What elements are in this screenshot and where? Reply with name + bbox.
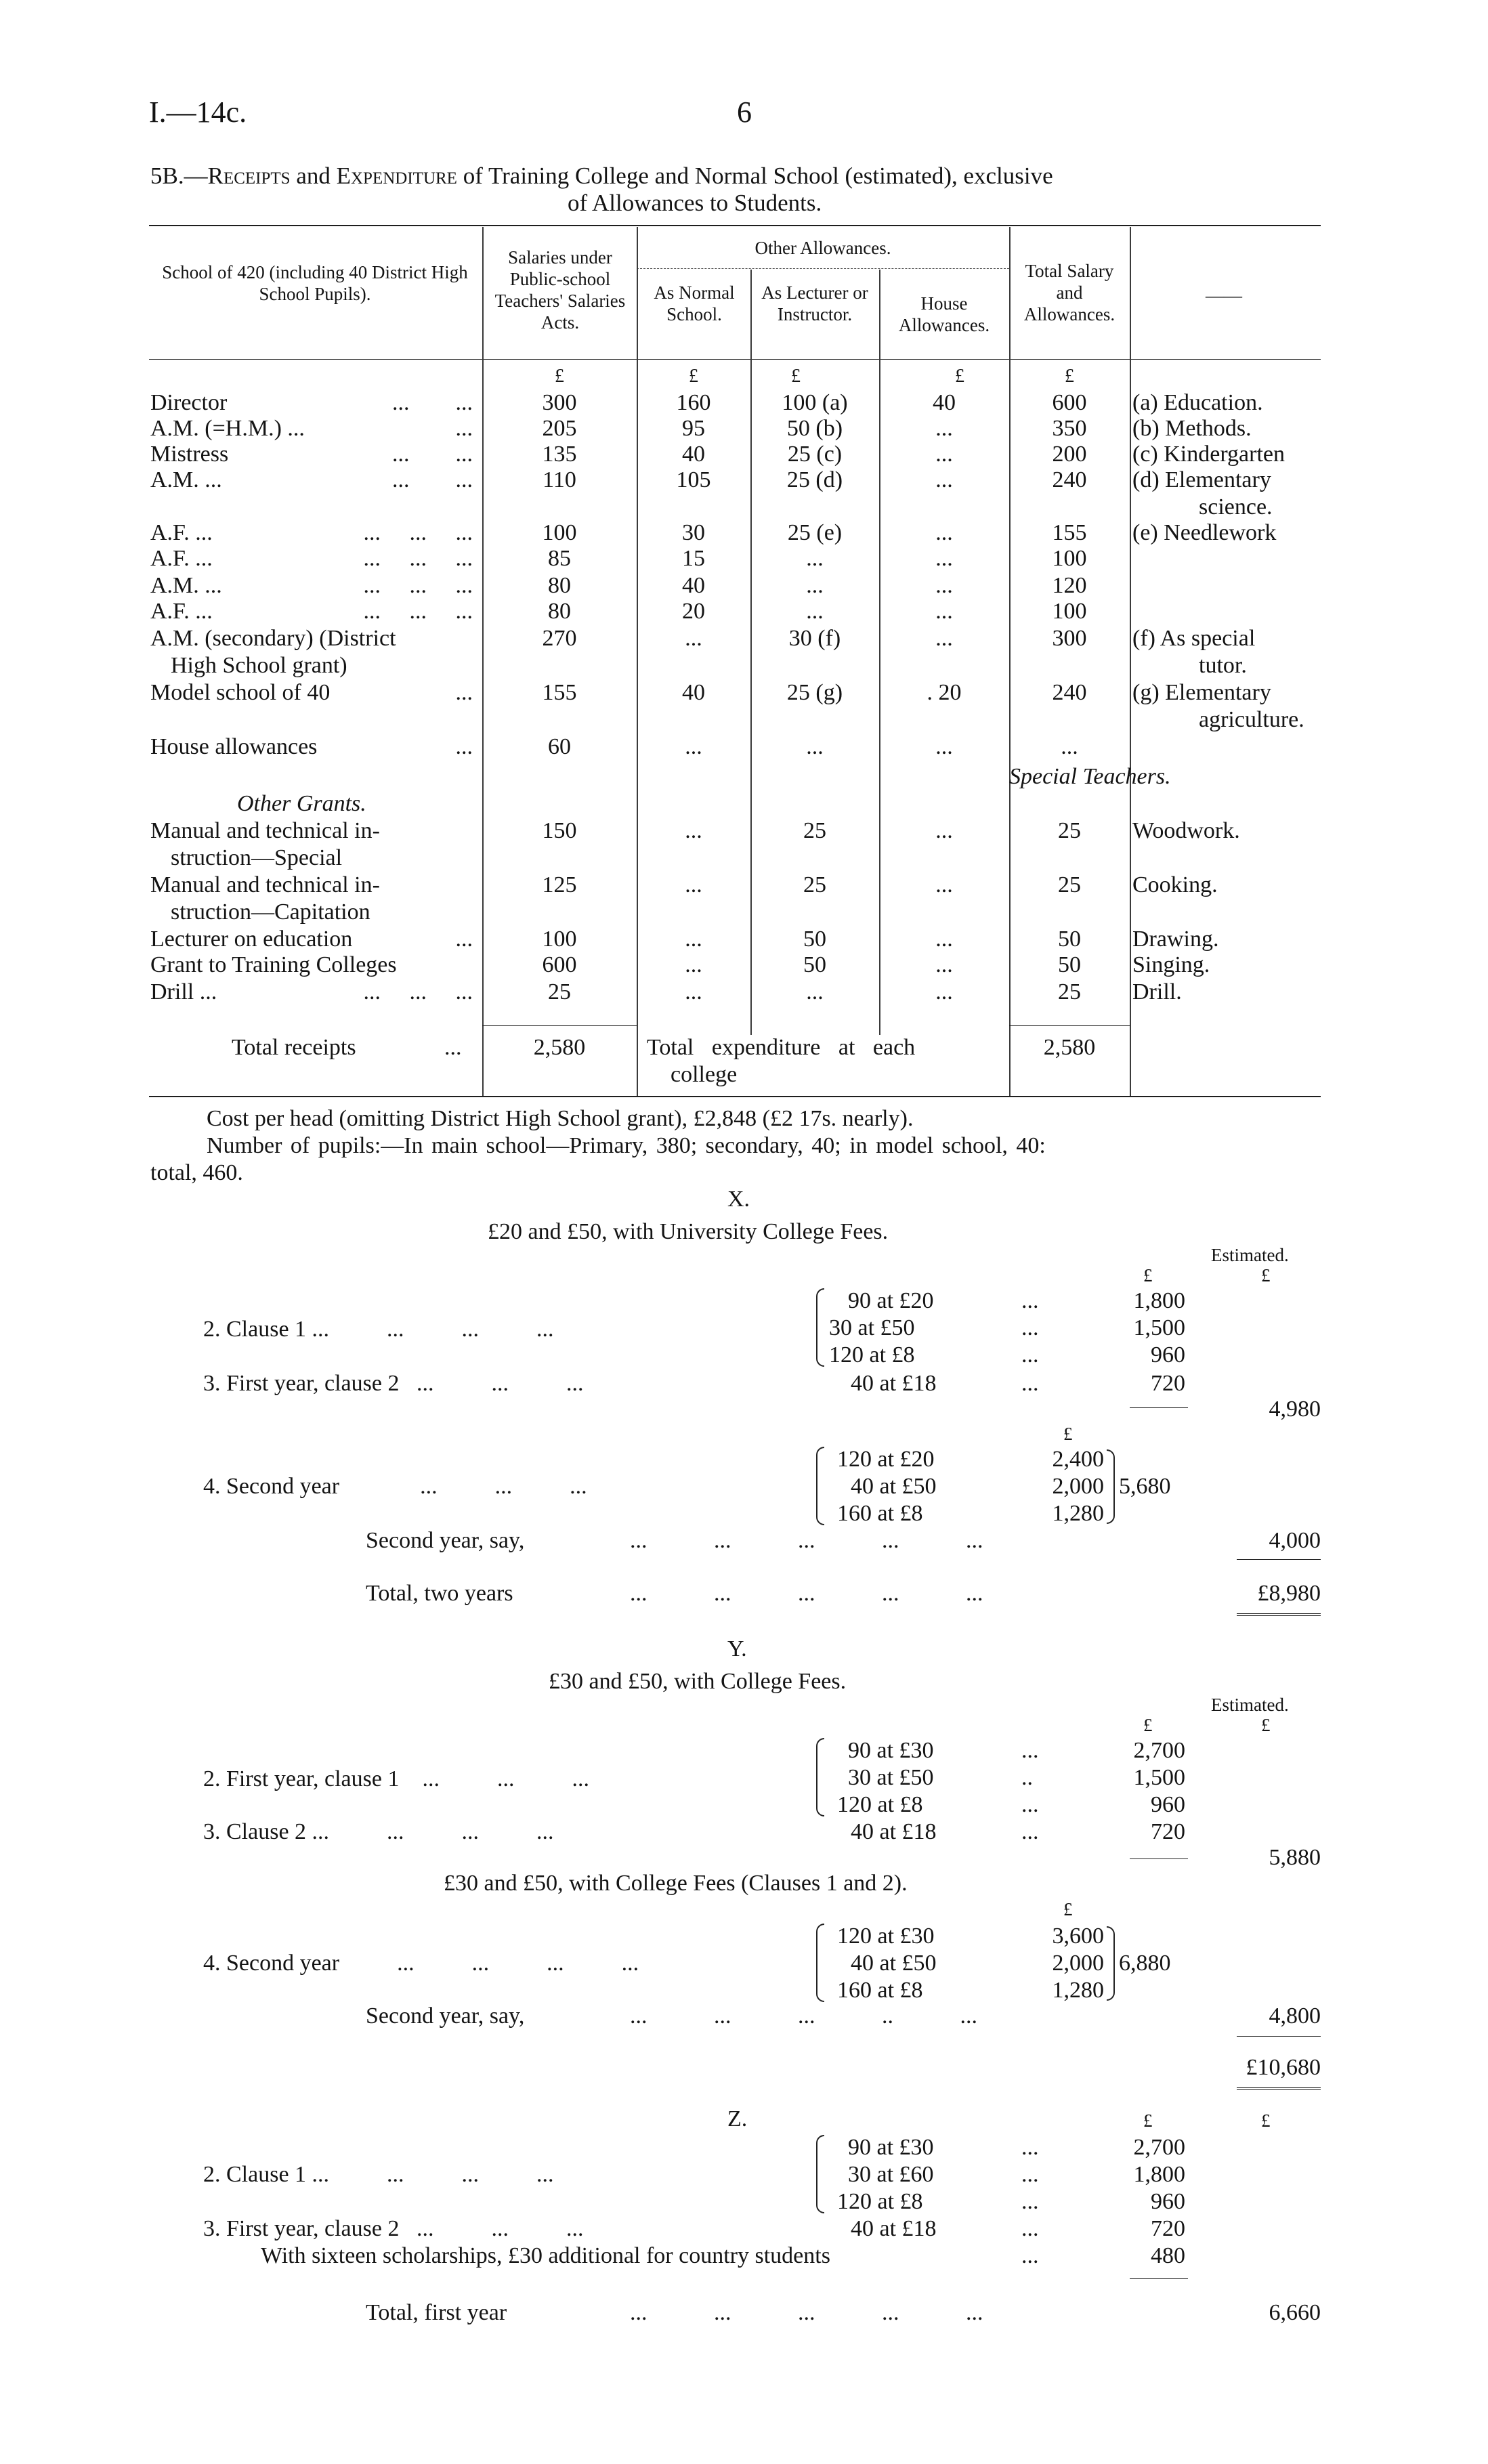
row-label: A.M. ... bbox=[150, 573, 222, 598]
currency-total: £ bbox=[1065, 366, 1074, 387]
title-expenditure: Expenditure bbox=[336, 163, 457, 189]
row-salary: 85 bbox=[548, 546, 571, 571]
special-teachers-label: Special Teachers. bbox=[1009, 764, 1171, 789]
x-total-label: Total, two years bbox=[366, 1581, 513, 1606]
z-dots-5: ... bbox=[1021, 2243, 1039, 2268]
row-total: 240 bbox=[1052, 680, 1087, 705]
row-house: ... bbox=[935, 442, 953, 467]
z-scholar-val: 480 bbox=[1151, 2243, 1185, 2268]
section-y-subtitle-2: £30 and £50, with College Fees (Clauses 1 and 2). bbox=[444, 1871, 908, 1896]
x-c1-val-1: 1,500 bbox=[1133, 1315, 1185, 1340]
other-allowances-rule bbox=[637, 268, 1009, 269]
z-c2-item: 40 at £18 bbox=[851, 2216, 937, 2241]
row-label: Manual and technical in- bbox=[150, 872, 380, 897]
x-say-dots: ... ... ... ... ... bbox=[630, 1528, 983, 1553]
row-label: Grant to Training Colleges bbox=[150, 952, 397, 977]
row-lecturer: 25 (c) bbox=[787, 442, 843, 467]
y-s-val-2: 1,280 bbox=[1052, 1978, 1104, 2003]
y-s-sum: 6,880 bbox=[1119, 1951, 1171, 1976]
table-bottom-rule bbox=[149, 1096, 1321, 1097]
row-note: Drawing. bbox=[1132, 927, 1219, 952]
row-dots: ... bbox=[455, 927, 473, 952]
title-rest: of Training College and Normal School (estimated), exclusive bbox=[463, 163, 1053, 189]
row-house: ... bbox=[935, 546, 953, 571]
row-lecturer: 25 bbox=[803, 872, 826, 897]
y-subtotal-rule bbox=[1130, 1858, 1188, 1859]
currency-house: £ bbox=[955, 366, 964, 387]
section-y-brace-1 bbox=[816, 1738, 824, 1817]
y-dots-3: ... bbox=[1021, 1792, 1039, 1817]
row-note: (d) Elementary bbox=[1132, 467, 1271, 492]
row-dots: ... ... bbox=[392, 390, 473, 415]
section-x-estimated: Estimated. bbox=[1211, 1245, 1289, 1265]
y-second-say: Second year, say, bbox=[366, 2003, 525, 2028]
total-receipts-value: 2,580 bbox=[533, 1035, 586, 1060]
y-c2-item: 40 at £18 bbox=[851, 1819, 937, 1844]
row-note-2: tutor. bbox=[1199, 653, 1247, 678]
row-lecturer: 30 (f) bbox=[788, 626, 841, 651]
x-c1-item-1: 30 at £50 bbox=[829, 1315, 915, 1340]
row-house: ... bbox=[935, 872, 953, 897]
currency-lecturer: £ bbox=[791, 366, 801, 387]
section-z-letter: Z. bbox=[727, 2106, 748, 2131]
row-lecturer: ... bbox=[806, 599, 824, 624]
row-house: ... bbox=[935, 626, 953, 651]
row-normal-school: 95 bbox=[682, 416, 705, 441]
z-dots-4: ... bbox=[1021, 2216, 1039, 2241]
row-total: 25 bbox=[1058, 979, 1081, 1004]
row-salary: 150 bbox=[542, 818, 577, 843]
section-y-brace-2 bbox=[816, 1924, 824, 2002]
total-rule-left bbox=[482, 1025, 637, 1026]
z-subtotal-rule bbox=[1130, 2278, 1188, 2279]
x-c1-val-0: 1,800 bbox=[1133, 1288, 1185, 1313]
section-x-subtitle: £20 and £50, with University College Fees. bbox=[488, 1219, 889, 1244]
row-house: ... bbox=[935, 818, 953, 843]
y-second-pound: £ bbox=[1063, 1899, 1073, 1919]
other-grants-label: Other Grants. bbox=[237, 791, 366, 816]
row-normal-school: 15 bbox=[682, 546, 705, 571]
row-normal-school: 160 bbox=[676, 390, 711, 415]
y-s-val-0: 3,600 bbox=[1052, 1924, 1104, 1949]
y-say-val: 4,800 bbox=[1269, 2003, 1321, 2028]
row-house: ... bbox=[935, 599, 953, 624]
row-total: 50 bbox=[1058, 952, 1081, 977]
section-y-letter: Y. bbox=[727, 1636, 747, 1661]
row-label: Drill ... bbox=[150, 979, 217, 1004]
z-c1-val-2: 960 bbox=[1151, 2189, 1185, 2214]
x-c2-val: 720 bbox=[1151, 1371, 1185, 1396]
row-total: 25 bbox=[1058, 872, 1081, 897]
z-scholarships: With sixteen scholarships, £30 additional for country students bbox=[261, 2243, 830, 2268]
row-salary: 600 bbox=[542, 952, 577, 977]
row-total: 100 bbox=[1052, 546, 1087, 571]
section-x-pound-2: £ bbox=[1261, 1265, 1271, 1286]
row-salary: 100 bbox=[542, 927, 577, 952]
section-x-pound-1: £ bbox=[1143, 1265, 1153, 1286]
section-y-pound-2: £ bbox=[1261, 1715, 1271, 1735]
y-s-item-1: 40 at £50 bbox=[851, 1951, 937, 1976]
row-normal-school: 40 bbox=[682, 573, 705, 598]
row-house: ... bbox=[935, 467, 953, 492]
row-house: ... bbox=[935, 734, 953, 759]
row-normal-school: ... bbox=[685, 626, 702, 651]
row-note: (f) As special bbox=[1132, 626, 1256, 651]
row-label: A.F. ... bbox=[150, 599, 213, 624]
number-of-pupils-2: total, 460. bbox=[150, 1160, 243, 1185]
col-rule-4 bbox=[879, 270, 880, 1035]
section-title-line2: of Allowances to Students. bbox=[568, 190, 822, 216]
title-and: and bbox=[296, 163, 331, 189]
row-total: 120 bbox=[1052, 573, 1087, 598]
row-note: (a) Education. bbox=[1132, 390, 1263, 415]
section-y-clause-2: 3. Clause 2 ... ... ... ... bbox=[203, 1819, 554, 1844]
section-x-second-year: 4. Second year ... ... ... bbox=[203, 1474, 587, 1499]
header-other-allowances: Other Allowances. bbox=[754, 238, 891, 258]
row-label: A.F. ... bbox=[150, 546, 213, 571]
row-salary: 155 bbox=[542, 680, 577, 705]
y-total-rule bbox=[1237, 2036, 1321, 2037]
total-expenditure-label: Total expenditure at each bbox=[647, 1035, 916, 1060]
row-normal-school: 105 bbox=[676, 467, 711, 492]
col-rule-3 bbox=[750, 270, 752, 1035]
z-total-label: Total, first year bbox=[366, 2300, 507, 2325]
row-label: A.M. ... bbox=[150, 467, 222, 492]
x-total-double-rule bbox=[1237, 1613, 1321, 1616]
row-normal-school: ... bbox=[685, 872, 702, 897]
row-normal-school: 30 bbox=[682, 520, 705, 545]
y-c1-item-0: 90 at £30 bbox=[848, 1738, 934, 1763]
header-total: Total Salary and Allowances. bbox=[1023, 261, 1115, 324]
row-total: 240 bbox=[1052, 467, 1087, 492]
z-c2-val: 720 bbox=[1151, 2216, 1185, 2241]
section-x-clause-2: 3. First year, clause 2 ... ... ... bbox=[203, 1371, 584, 1396]
x-total-dots: ... ... ... ... ... bbox=[630, 1581, 983, 1606]
y-c2-val: 720 bbox=[1151, 1819, 1185, 1844]
x-subtotal-rule bbox=[1130, 1407, 1188, 1408]
row-normal-school: ... bbox=[685, 952, 702, 977]
header-house: House Allowances. bbox=[898, 293, 990, 335]
header-school: School of 420 (including 40 District High School Pupils). bbox=[162, 262, 468, 304]
row-dots: ... bbox=[455, 734, 473, 759]
row-normal-school: 40 bbox=[682, 680, 705, 705]
row-note: (e) Needlework bbox=[1132, 520, 1277, 545]
row-normal-school: ... bbox=[685, 979, 702, 1004]
x-s-sum: 5,680 bbox=[1119, 1474, 1171, 1499]
row-total: 25 bbox=[1058, 818, 1081, 843]
row-label-2: High School grant) bbox=[171, 653, 347, 678]
row-dots: ... bbox=[455, 416, 473, 441]
row-label-2: struction—Capitation bbox=[171, 899, 370, 925]
col-rule-6 bbox=[1130, 227, 1131, 1097]
row-salary: 60 bbox=[548, 734, 571, 759]
row-house: ... bbox=[935, 520, 953, 545]
row-label: A.F. ... bbox=[150, 520, 213, 545]
row-dots: ... ... ... bbox=[363, 546, 473, 571]
row-label: A.M. (secondary) (District bbox=[150, 626, 396, 651]
row-label: Manual and technical in- bbox=[150, 818, 380, 843]
row-note: (g) Elementary bbox=[1132, 680, 1271, 705]
row-total: 100 bbox=[1052, 599, 1087, 624]
cost-per-head: Cost per head (omitting District High School grant), £2,848 (£2 17s. nearly). bbox=[207, 1106, 914, 1131]
row-label: Lecturer on education bbox=[150, 927, 353, 952]
x-second-pound: £ bbox=[1063, 1424, 1073, 1444]
y-dots-4: ... bbox=[1021, 1819, 1039, 1844]
row-lecturer: ... bbox=[806, 734, 824, 759]
y-c1-val-1: 1,500 bbox=[1133, 1765, 1185, 1790]
table-top-rule bbox=[149, 225, 1321, 226]
y-s-val-1: 2,000 bbox=[1052, 1951, 1104, 1976]
section-title bbox=[150, 163, 1053, 190]
row-salary: 80 bbox=[548, 573, 571, 598]
row-total: 600 bbox=[1052, 390, 1087, 415]
row-label: House allowances bbox=[150, 734, 318, 759]
x-dots-4: ... bbox=[1021, 1371, 1039, 1396]
x-s-val-2: 1,280 bbox=[1052, 1501, 1104, 1526]
x-c1-item-0: 90 at £20 bbox=[848, 1288, 934, 1313]
header-salaries: Salaries under Public-school Teachers' Salaries Acts. bbox=[494, 247, 626, 333]
y-total-double-rule bbox=[1237, 2087, 1321, 2090]
row-lecturer: 25 (g) bbox=[786, 680, 843, 705]
y-first-total: 5,880 bbox=[1269, 1845, 1321, 1870]
row-note: Singing. bbox=[1132, 952, 1210, 977]
x-s-val-1: 2,000 bbox=[1052, 1474, 1104, 1499]
y-s-item-2: 160 at £8 bbox=[837, 1978, 923, 2003]
row-dots: ... ... ... bbox=[363, 979, 473, 1004]
x-total-val: £8,980 bbox=[1257, 1581, 1321, 1606]
row-normal-school: ... bbox=[685, 734, 702, 759]
section-z-clause-1: 2. Clause 1 ... ... ... ... bbox=[203, 2162, 554, 2187]
row-label: Mistress bbox=[150, 442, 229, 467]
x-dots-1: ... bbox=[1021, 1288, 1039, 1313]
number-of-pupils: Number of pupils:—In main school—Primary, 380; secondary, 40; in model school, 40: bbox=[207, 1133, 1046, 1158]
row-lecturer: 25 (d) bbox=[786, 467, 843, 492]
y-say-dots: ... ... ... .. ... bbox=[630, 2003, 977, 2028]
row-label: A.M. (=H.M.) ... bbox=[150, 416, 305, 441]
section-x-clause-1: 2. Clause 1 ... ... ... ... bbox=[203, 1317, 554, 1342]
row-lecturer: 50 (b) bbox=[786, 416, 843, 441]
row-note: Cooking. bbox=[1132, 872, 1218, 897]
row-dots: ... ... ... bbox=[363, 520, 473, 545]
z-c1-val-0: 2,700 bbox=[1133, 2135, 1185, 2160]
section-y-estimated: Estimated. bbox=[1211, 1695, 1289, 1715]
row-house: ... bbox=[935, 416, 953, 441]
row-house: ... bbox=[935, 927, 953, 952]
row-note: Woodwork. bbox=[1132, 818, 1240, 843]
header-notes: —— bbox=[1206, 285, 1242, 305]
z-c1-item-2: 120 at £8 bbox=[837, 2189, 923, 2214]
row-salary: 125 bbox=[542, 872, 577, 897]
row-normal-school: ... bbox=[685, 818, 702, 843]
row-total: 300 bbox=[1052, 626, 1087, 651]
row-lecturer: ... bbox=[806, 546, 824, 571]
row-dots: ... ... ... bbox=[363, 573, 473, 598]
section-x-brace-1 bbox=[816, 1288, 824, 1367]
row-total: 155 bbox=[1052, 520, 1087, 545]
y-c1-item-1: 30 at £50 bbox=[848, 1765, 934, 1790]
section-x-brace-3 bbox=[1107, 1449, 1115, 1524]
total-receipts-label: Total receipts bbox=[232, 1035, 356, 1060]
row-total: 200 bbox=[1052, 442, 1087, 467]
z-dots-2: ... bbox=[1021, 2162, 1039, 2187]
section-z-clause-2: 3. First year, clause 2 ... ... ... bbox=[203, 2216, 584, 2241]
document-reference: I.—14c. bbox=[149, 95, 247, 129]
table-header-rule bbox=[149, 359, 1321, 360]
x-second-say: Second year, say, bbox=[366, 1528, 525, 1553]
row-total: ... bbox=[1061, 734, 1078, 759]
row-dots: ... ... bbox=[392, 442, 473, 467]
total-receipts-dots: ... bbox=[444, 1035, 462, 1060]
section-z-pound-2: £ bbox=[1261, 2110, 1271, 2131]
row-normal-school: ... bbox=[685, 927, 702, 952]
y-dots-2: .. bbox=[1021, 1765, 1033, 1790]
x-dots-2: ... bbox=[1021, 1315, 1039, 1340]
row-total: 350 bbox=[1052, 416, 1087, 441]
total-expenditure-value: 2,580 bbox=[1043, 1035, 1096, 1060]
y-dots-1: ... bbox=[1021, 1738, 1039, 1763]
page-number: 6 bbox=[737, 95, 752, 129]
row-salary: 25 bbox=[548, 979, 571, 1004]
row-house: 40 bbox=[933, 390, 956, 415]
row-house: . 20 bbox=[927, 680, 962, 705]
x-first-total: 4,980 bbox=[1269, 1397, 1321, 1422]
row-house: ... bbox=[935, 952, 953, 977]
y-s-item-0: 120 at £30 bbox=[837, 1924, 935, 1949]
row-lecturer: 25 (e) bbox=[787, 520, 843, 545]
y-total-val: £10,680 bbox=[1246, 2055, 1321, 2080]
x-dots-3: ... bbox=[1021, 1342, 1039, 1367]
x-s-item-0: 120 at £20 bbox=[837, 1447, 935, 1472]
section-y-subtitle: £30 and £50, with College Fees. bbox=[549, 1669, 847, 1694]
z-total-dots: ... ... ... ... ... bbox=[630, 2300, 983, 2325]
x-c1-val-2: 960 bbox=[1151, 1342, 1185, 1367]
row-note: (c) Kindergarten bbox=[1132, 442, 1285, 467]
row-lecturer: 25 bbox=[803, 818, 826, 843]
section-z-pound-1: £ bbox=[1143, 2110, 1153, 2131]
total-rule-right bbox=[1009, 1025, 1130, 1026]
title-receipts: Receipts bbox=[207, 163, 291, 189]
row-salary: 100 bbox=[542, 520, 577, 545]
row-dots: ... ... ... bbox=[363, 599, 473, 624]
row-total: 50 bbox=[1058, 927, 1081, 952]
z-total-val: 6,660 bbox=[1269, 2300, 1321, 2325]
section-z-brace-1 bbox=[816, 2135, 824, 2213]
row-label-2: struction—Special bbox=[171, 845, 343, 870]
currency-salaries: £ bbox=[555, 366, 564, 387]
row-note: (b) Methods. bbox=[1132, 416, 1252, 441]
section-y-brace-3 bbox=[1107, 1926, 1115, 2001]
row-lecturer: 50 bbox=[803, 927, 826, 952]
row-house: ... bbox=[935, 979, 953, 1004]
z-c1-item-0: 90 at £30 bbox=[848, 2135, 934, 2160]
row-lecturer: ... bbox=[806, 573, 824, 598]
row-salary: 80 bbox=[548, 599, 571, 624]
z-c1-item-1: 30 at £60 bbox=[848, 2162, 934, 2187]
row-salary: 110 bbox=[543, 467, 576, 492]
row-note-2: science. bbox=[1199, 494, 1273, 519]
x-c2-item: 40 at £18 bbox=[851, 1371, 937, 1396]
row-lecturer: 100 (a) bbox=[782, 390, 848, 415]
section-x-brace-2 bbox=[816, 1447, 824, 1525]
z-dots-3: ... bbox=[1021, 2189, 1039, 2214]
row-normal-school: 20 bbox=[682, 599, 705, 624]
x-s-val-0: 2,400 bbox=[1052, 1447, 1104, 1472]
x-s-item-2: 160 at £8 bbox=[837, 1501, 923, 1526]
x-s-item-1: 40 at £50 bbox=[851, 1474, 937, 1499]
currency-normal: £ bbox=[689, 366, 698, 387]
y-c1-val-0: 2,700 bbox=[1133, 1738, 1185, 1763]
row-label: Director bbox=[150, 390, 228, 415]
y-c1-item-2: 120 at £8 bbox=[837, 1792, 923, 1817]
row-salary: 205 bbox=[542, 416, 577, 441]
title-prefix: 5B.— bbox=[150, 163, 208, 189]
row-salary: 135 bbox=[542, 442, 577, 467]
row-house: ... bbox=[935, 573, 953, 598]
row-dots: ... ... bbox=[392, 467, 473, 492]
z-dots-1: ... bbox=[1021, 2135, 1039, 2160]
x-total-rule bbox=[1237, 1559, 1321, 1560]
row-note: Drill. bbox=[1132, 979, 1182, 1004]
x-c1-item-2: 120 at £8 bbox=[829, 1342, 915, 1367]
section-x-letter: X. bbox=[727, 1187, 750, 1212]
row-dots: ... bbox=[455, 680, 473, 705]
row-note-2: agriculture. bbox=[1199, 707, 1304, 732]
total-expenditure-label-2: college bbox=[671, 1062, 738, 1087]
row-salary: 270 bbox=[542, 626, 577, 651]
z-c1-val-1: 1,800 bbox=[1133, 2162, 1185, 2187]
row-normal-school: 40 bbox=[682, 442, 705, 467]
x-say-val: 4,000 bbox=[1269, 1528, 1321, 1553]
section-y-clause-1: 2. First year, clause 1 ... ... ... bbox=[203, 1766, 589, 1791]
row-lecturer: ... bbox=[806, 979, 824, 1004]
header-lecturer: As Lecturer or Instructor. bbox=[761, 282, 868, 324]
row-label: Model school of 40 bbox=[150, 680, 331, 705]
row-lecturer: 50 bbox=[803, 952, 826, 977]
section-y-second-year: 4. Second year ... ... ... ... bbox=[203, 1951, 639, 1976]
row-salary: 300 bbox=[542, 390, 577, 415]
section-y-pound-1: £ bbox=[1143, 1715, 1153, 1735]
y-c1-val-2: 960 bbox=[1151, 1792, 1185, 1817]
header-normal-school: As Normal School. bbox=[654, 282, 735, 324]
